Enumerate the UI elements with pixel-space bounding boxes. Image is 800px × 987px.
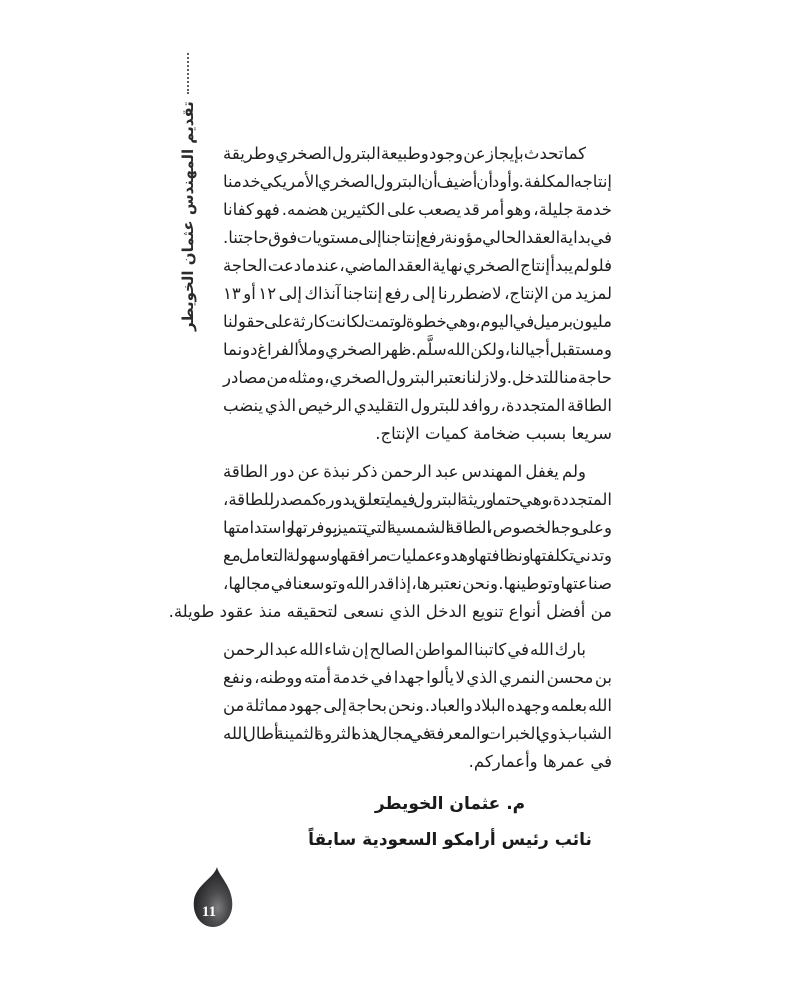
text-line: بن محسن النمري الذي لا يألوا جهدا في خدمة أمته ووطنه، ونفع xyxy=(223,668,612,687)
text-line: من أفضل أنواع تنويع الدخل الذي نسعى لتحقيقه منذ عقود طويلة. xyxy=(168,602,612,621)
text-line: بارك الله في كاتبنا المواطن الصالح إن شاء الله عبد الرحمن xyxy=(223,640,586,659)
text-line: المتجددة، وهي حتما وريثة البترول فيما يتعلق بدوره كمصدر للطاقة، xyxy=(223,490,612,509)
text-line: ولم يغفل المهندس عبد الرحمن ذكر نبذة عن دور الطاقة xyxy=(223,462,586,481)
text-line: الله بعلمه وجهده البلاد والعباد. ونحن بحاجة إلى جهود مماثلة من xyxy=(223,696,612,715)
text-line: الطاقة المتجددة، روافد للبترول التقليدي الرخيص الذي ينضب xyxy=(223,396,612,415)
text-line: في عمرها وأعماركم. xyxy=(468,752,612,771)
paragraph xyxy=(223,636,612,776)
text-line: لمزيد من الإنتاج، لاضطررنا إلى رفع إنتاجنا آنذاك إلى ١٢ أو ١٣ xyxy=(223,284,612,303)
text-line: كما تحدث بإيجاز عن وجود وطبيعة البترول الصخري وطريقة xyxy=(223,144,586,163)
paragraph xyxy=(223,140,612,448)
chapter-header-vertical xyxy=(176,53,200,331)
text-line: ومستقبل أجيالنا، ولكن الله سلَّم. ظهر الصخري وملأ الفراغ دونما xyxy=(223,340,612,359)
text-line: فلو لم يبدأ إنتاج الصخري نهاية العقد الماضي، عندما دعت الحاجة xyxy=(223,256,612,275)
page-number-label: 11 xyxy=(201,904,217,920)
text-line: وتدني تكلفتها ونظافتها وهدوء عمليات مرافقها وسهولة التعامل مع xyxy=(223,546,612,565)
signature-title: نائب رئيس أرامكو السعودية سابقاً xyxy=(308,830,592,850)
text-line: سريعا بسبب ضخامة كميات الإنتاج. xyxy=(375,424,612,443)
text-line: الشباب ذوي الخبرات والمعرفة في مجال هذه الثروة الثمينة أطال الله xyxy=(223,724,612,743)
dotted-leader-line xyxy=(187,53,189,94)
text-line: صناعتها وتوطينها. ونحن نعتبرها، إذا قدر الله وتوسعنا في مجالها، xyxy=(223,574,612,593)
text-line: في بداية العقد الحالي مؤونة رفع إنتاجنا إلى مستويات فوق حاجتنا. xyxy=(223,228,612,247)
text-line: مليون برميل في اليوم، وهي خطوة لو تمت لكانت كارثة على حقولنا xyxy=(223,312,612,331)
text-line: وعلى وجه الخصوص، الطاقة الشمسية التي تتميز بوفرتها واستدامتها xyxy=(223,518,612,537)
signature-name: م. عثمان الخويطر xyxy=(374,794,526,814)
paragraph xyxy=(168,458,612,626)
text-line: إنتاجه المكلفة. وأود أن أضيف أن البترول الصخري الأمريكي خدمنا xyxy=(223,172,612,191)
oil-drop-page-number xyxy=(189,865,237,929)
text-line: حاجة منا للتدخل. ولا زلنا نعتبر البترول الصخري، ومثله من مصادر xyxy=(223,368,612,387)
text-line: خدمة جليلة، وهو أمر قد يصعب على الكثيرين هضمه. فهو كفانا xyxy=(223,200,612,219)
oil-drop-icon xyxy=(189,865,237,929)
signature-block xyxy=(300,786,600,858)
chapter-header-label: تقديم المهندس عثمان الخويطر xyxy=(179,101,197,331)
